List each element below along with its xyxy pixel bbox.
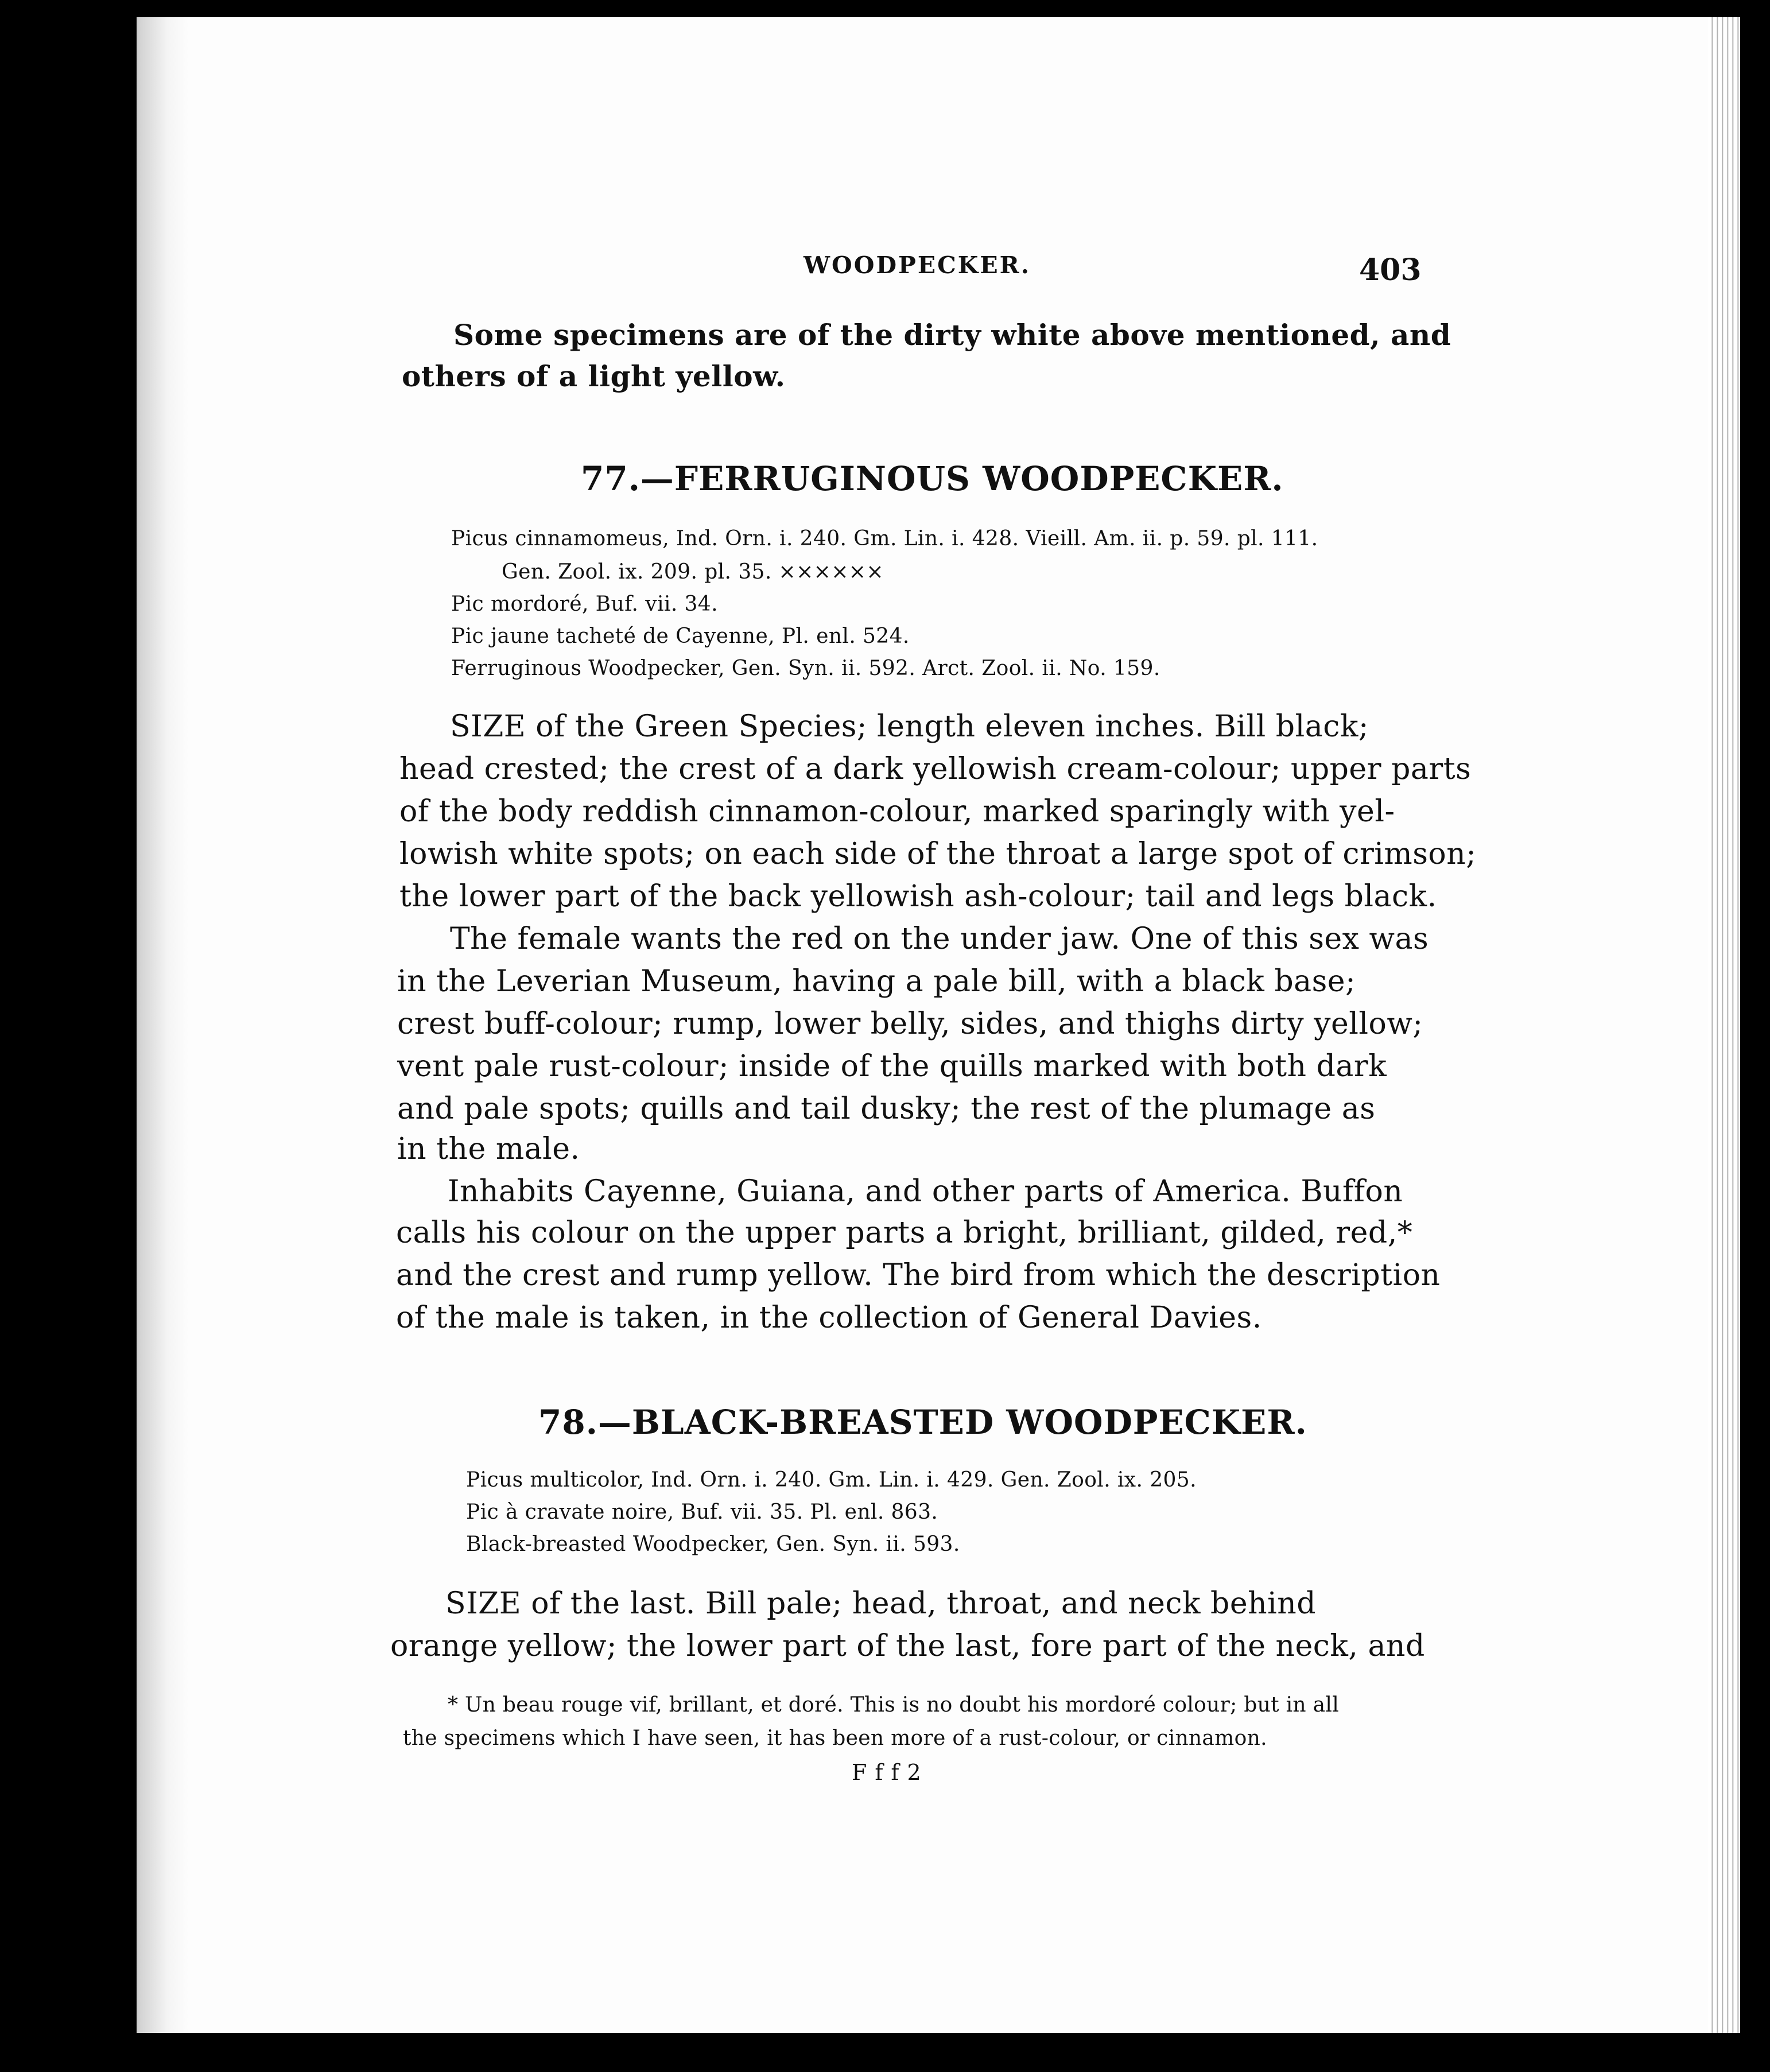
footnote-line: the specimens which I have seen, it has been more of a rust-colour, or cinnamon. — [403, 1726, 1267, 1750]
synonym-line: Pic à cravate noire, Buf. vii. 35. Pl. enl. 863. — [466, 1500, 938, 1524]
synonym-line: Pic mordoré, Buf. vii. 34. — [451, 592, 718, 616]
body-line: in the male. — [397, 1132, 580, 1166]
footnote-line: * Un beau rouge vif, brillant, et doré. This is no doubt his mordoré colour; but in all — [448, 1693, 1340, 1717]
body-line: and pale spots; quills and tail dusky; the rest of the plumage as — [397, 1092, 1376, 1126]
intro-line: Some specimens are of the dirty white above mentioned, and — [453, 318, 1451, 352]
scan-border-left — [0, 0, 137, 2072]
scan-border-bottom — [0, 2033, 1770, 2072]
body-line: calls his colour on the upper parts a bright, brilliant, gilded, red,* — [396, 1216, 1413, 1250]
body-line: the lower part of the back yellowish ash-colour; tail and legs black. — [399, 879, 1437, 914]
body-line: lowish white spots; on each side of the throat a large spot of crimson; — [399, 837, 1477, 871]
body-line: vent pale rust-colour; inside of the quills marked with both dark — [397, 1049, 1387, 1084]
body-line: and the crest and rump yellow. The bird from which the description — [396, 1258, 1441, 1293]
synonym-line: Picus cinnamomeus, Ind. Orn. i. 240. Gm. Lin. i. 428. Vieill. Am. ii. p. 59. pl. 111. — [451, 527, 1318, 550]
synonym-line: Black-breasted Woodpecker, Gen. Syn. ii. 593. — [466, 1532, 960, 1556]
section-heading-78: 78.—BLACK-BREASTED WOODPECKER. — [538, 1403, 1307, 1442]
intro-line: others of a light yellow. — [402, 359, 786, 393]
scan-border-right — [1740, 0, 1770, 2072]
synonym-line: Picus multicolor, Ind. Orn. i. 240. Gm. Lin. i. 429. Gen. Zool. ix. 205. — [466, 1468, 1197, 1492]
page-edge-lines — [1708, 17, 1740, 2033]
synonym-line: Gen. Zool. ix. 209. pl. 35. ×××××× — [502, 560, 884, 584]
scan-border-top — [0, 0, 1770, 17]
gutter-shadow — [137, 17, 188, 2033]
body-line: The female wants the red on the under jaw. One of this sex was — [450, 922, 1429, 956]
body-line: in the Leverian Museum, having a pale bill, with a black base; — [397, 964, 1356, 999]
body-line: orange yellow; the lower part of the last, fore part of the neck, and — [390, 1629, 1425, 1663]
body-line: head crested; the crest of a dark yellowish cream-colour; upper parts — [399, 752, 1472, 786]
running-head: WOODPECKER. — [804, 251, 1031, 279]
page-number: 403 — [1359, 253, 1422, 288]
signature-mark: Fff2 — [852, 1760, 929, 1785]
body-line: Inhabits Cayenne, Guiana, and other parts of America. Buffon — [448, 1174, 1403, 1209]
section-heading-77: 77.—FERRUGINOUS WOODPECKER. — [581, 459, 1284, 498]
body-line: crest buff-colour; rump, lower belly, sides, and thighs dirty yellow; — [397, 1007, 1423, 1041]
body-line: of the body reddish cinnamon-colour, marked sparingly with yel- — [399, 794, 1395, 829]
body-line: SIZE of the Green Species; length eleven inches. Bill black; — [450, 709, 1369, 744]
body-line: SIZE of the last. Bill pale; head, throat, and neck behind — [445, 1586, 1317, 1621]
synonym-line: Pic jaune tacheté de Cayenne, Pl. enl. 524. — [451, 624, 910, 648]
synonym-line: Ferruginous Woodpecker, Gen. Syn. ii. 592. Arct. Zool. ii. No. 159. — [451, 657, 1160, 680]
body-line: of the male is taken, in the collection of General Davies. — [396, 1301, 1262, 1335]
